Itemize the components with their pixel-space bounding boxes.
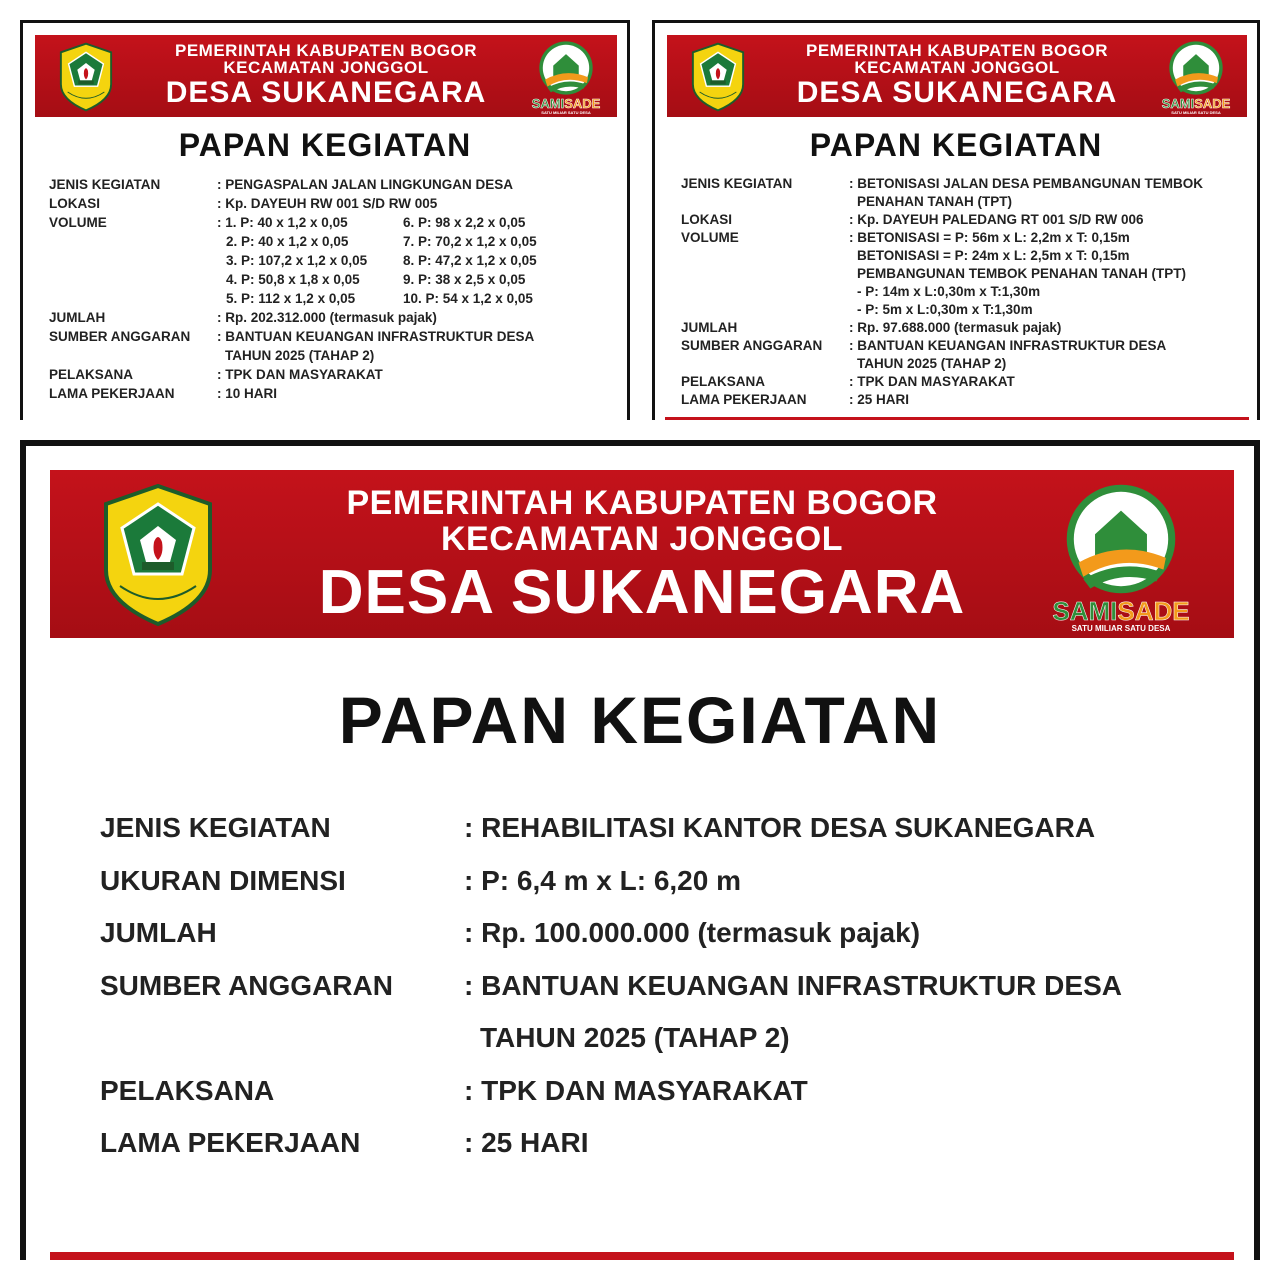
bogor-emblem-icon: [57, 41, 115, 113]
volume-item: 2. P: 40 x 1,2 x 0,05: [226, 234, 349, 249]
board-details: [49, 175, 611, 403]
detail-value: : P: 6,4 m x L: 6,20 m: [464, 864, 741, 896]
volume-item: : 1. P: 40 x 1,2 x 0,05: [217, 215, 348, 230]
header-line-1: PEMERINTAH KABUPATEN BOGOR: [806, 41, 1108, 60]
detail-key: SUMBER ANGGARAN: [49, 329, 191, 344]
board-details: [100, 802, 1214, 1170]
header-village-name: DESA SUKANEGARA: [165, 76, 487, 109]
detail-value: : 25 HARI: [464, 1127, 589, 1158]
detail-key: [681, 301, 849, 319]
detail-row: [49, 346, 611, 365]
detail-value: - P: 14m x L:0,30m x T:1,30m: [857, 284, 1041, 299]
detail-row: [49, 194, 611, 213]
detail-value: PENAHAN TANAH (TPT): [857, 194, 1012, 209]
detail-key: JENIS KEGIATAN: [100, 812, 331, 843]
volume-list: [217, 213, 611, 308]
detail-key: LOKASI: [681, 212, 733, 227]
detail-key: SUMBER ANGGARAN: [681, 338, 823, 353]
detail-value: : REHABILITASI KANTOR DESA SUKANEGARA: [464, 812, 1096, 843]
bogor-emblem-icon: [98, 482, 218, 628]
board-header: [50, 470, 1234, 638]
header-line-2: KECAMATAN JONGGOL: [223, 58, 429, 77]
detail-row: [681, 211, 1241, 229]
detail-value: : Rp. 97.688.000 (termasuk pajak): [849, 320, 1062, 335]
board-header: [667, 35, 1247, 117]
volume-item: 6. P: 98 x 2,2 x 0,05: [403, 215, 526, 230]
detail-value: : BETONISASI = P: 56m x L: 2,2m x T: 0,15m: [849, 230, 1130, 245]
detail-value: : BANTUAN KEUANGAN INFRASTRUKTUR DESA: [464, 969, 1122, 1001]
volume-item: 9. P: 38 x 2,5 x 0,05: [403, 272, 526, 287]
detail-key: VOLUME: [681, 230, 739, 245]
samisade-logo: [529, 39, 603, 115]
detail-value: : TPK DAN MASYARAKAT: [464, 1074, 808, 1106]
detail-key: JUMLAH: [49, 310, 106, 325]
detail-key: UKURAN DIMENSI: [100, 864, 346, 896]
board-title: PAPAN KEGIATAN: [338, 683, 942, 757]
detail-key: [681, 283, 849, 301]
detail-value: : Kp. DAYEUH PALEDANG RT 001 S/D RW 006: [849, 212, 1144, 227]
detail-value: - P: 5m x L:0,30m x T:1,30m: [857, 302, 1033, 317]
detail-key: LAMA PEKERJAAN: [49, 386, 175, 401]
samisade-text-a: SAMI: [1161, 96, 1195, 111]
activity-board-rehabilitasi: [20, 440, 1260, 1260]
detail-value: : BANTUAN KEUANGAN INFRASTRUKTUR DESA: [217, 329, 535, 344]
detail-value: : 25 HARI: [849, 392, 910, 407]
detail-row: [100, 907, 1214, 960]
detail-value: : Rp. 100.000.000 (termasuk pajak): [464, 917, 921, 948]
detail-key: VOLUME: [49, 215, 107, 230]
detail-value: PEMBANGUNAN TEMBOK PENAHAN TANAH (TPT): [857, 266, 1186, 281]
detail-value: TAHUN 2025 (TAHAP 2): [225, 348, 375, 363]
volume-item: 7. P: 70,2 x 1,2 x 0,05: [403, 234, 537, 249]
detail-key: LOKASI: [49, 196, 101, 211]
detail-value: : Rp. 202.312.000 (termasuk pajak): [217, 310, 437, 325]
board-details: [681, 175, 1241, 409]
detail-row: [681, 355, 1241, 373]
detail-row: [681, 193, 1241, 211]
volume-item: 4. P: 50,8 x 1,8 x 0,05: [226, 272, 360, 287]
detail-value: TAHUN 2025 (TAHAP 2): [857, 356, 1007, 371]
volume-item: 3. P: 107,2 x 1,2 x 0,05: [226, 253, 368, 268]
detail-key: [681, 193, 849, 211]
detail-key: PELAKSANA: [49, 367, 134, 382]
detail-row: [681, 175, 1241, 193]
samisade-house-icon: [1062, 480, 1180, 598]
detail-row: [100, 802, 1214, 855]
detail-value: TAHUN 2025 (TAHAP 2): [480, 1022, 790, 1053]
volume-item: 5. P: 112 x 1,2 x 0,05: [226, 291, 356, 306]
samisade-house-icon: [1167, 39, 1225, 97]
detail-row: [681, 301, 1241, 319]
detail-row: [100, 1117, 1214, 1170]
detail-key: JUMLAH: [681, 320, 738, 335]
volume-item: 10. P: 54 x 1,2 x 0,05: [403, 291, 533, 306]
samisade-text-b: SADE: [564, 96, 601, 111]
detail-key: [100, 1012, 464, 1065]
detail-value: : BANTUAN KEUANGAN INFRASTRUKTUR DESA: [849, 338, 1167, 353]
detail-key: [681, 247, 849, 265]
board-header: [35, 35, 617, 117]
detail-row: [100, 960, 1214, 1013]
activity-board-pengaspalan: [20, 20, 630, 420]
detail-key: LAMA PEKERJAAN: [681, 392, 807, 407]
bottom-red-rule: [665, 417, 1249, 420]
detail-row: [49, 365, 611, 384]
samisade-tagline: SATU MILIAR SATU DESA: [1171, 110, 1221, 115]
detail-key: JENIS KEGIATAN: [49, 177, 161, 192]
bottom-red-rule: [50, 1252, 1234, 1260]
detail-key: JUMLAH: [100, 917, 217, 948]
detail-row: [681, 373, 1241, 391]
detail-value: BETONISASI = P: 24m x L: 2,5m x T: 0,15m: [857, 248, 1130, 263]
samisade-tagline: SATU MILIAR SATU DESA: [1071, 624, 1171, 633]
detail-row: [100, 1012, 1214, 1065]
detail-row-volume: [49, 213, 611, 308]
samisade-text-a: SAMI: [531, 96, 565, 111]
detail-value: : Kp. DAYEUH RW 001 S/D RW 005: [217, 196, 438, 211]
header-line-2: KECAMATAN JONGGOL: [854, 58, 1060, 77]
detail-row: [681, 265, 1241, 283]
detail-value: : PENGASPALAN JALAN LINGKUNGAN DESA: [217, 177, 514, 192]
detail-row: [681, 247, 1241, 265]
detail-row: [49, 327, 611, 346]
detail-value: : 10 HARI: [217, 386, 278, 401]
detail-key: [681, 355, 849, 373]
samisade-logo: [1046, 480, 1196, 633]
detail-row: [49, 175, 611, 194]
detail-row: [681, 391, 1241, 409]
samisade-text-b: SADE: [1194, 96, 1231, 111]
detail-key: SUMBER ANGGARAN: [100, 969, 393, 1001]
header-line-2: KECAMATAN JONGGOL: [440, 520, 843, 558]
detail-key: [681, 265, 849, 283]
detail-row: [681, 283, 1241, 301]
samisade-house-icon: [537, 39, 595, 97]
detail-row: [100, 855, 1214, 908]
detail-row: [681, 337, 1241, 355]
board-title: PAPAN KEGIATAN: [809, 127, 1103, 163]
samisade-logo: [1159, 39, 1233, 115]
detail-key: LAMA PEKERJAAN: [100, 1127, 361, 1158]
detail-key: [49, 346, 217, 365]
samisade-text-b: SADE: [1117, 596, 1190, 626]
detail-key: JENIS KEGIATAN: [681, 176, 793, 191]
activity-board-betonisasi: [652, 20, 1260, 420]
detail-row: [681, 319, 1241, 337]
header-line-1: PEMERINTAH KABUPATEN BOGOR: [346, 484, 938, 522]
detail-row: [100, 1065, 1214, 1118]
detail-row: [49, 384, 611, 403]
detail-value: : TPK DAN MASYARAKAT: [217, 367, 383, 382]
detail-row: [49, 308, 611, 327]
bogor-emblem-icon: [689, 41, 747, 113]
detail-key: PELAKSANA: [681, 374, 766, 389]
detail-key: PELAKSANA: [100, 1074, 275, 1106]
detail-row: [681, 229, 1241, 247]
detail-value: : BETONISASI JALAN DESA PEMBANGUNAN TEMBOK: [849, 176, 1204, 191]
header-village-name: DESA SUKANEGARA: [318, 558, 966, 627]
volume-item: 8. P: 47,2 x 1,2 x 0,05: [403, 253, 537, 268]
detail-value: : TPK DAN MASYARAKAT: [849, 374, 1015, 389]
header-line-1: PEMERINTAH KABUPATEN BOGOR: [175, 41, 477, 60]
board-title: PAPAN KEGIATAN: [178, 127, 472, 163]
samisade-tagline: SATU MILIAR SATU DESA: [541, 110, 591, 115]
samisade-text-a: SAMI: [1052, 596, 1118, 626]
header-village-name: DESA SUKANEGARA: [796, 76, 1118, 109]
